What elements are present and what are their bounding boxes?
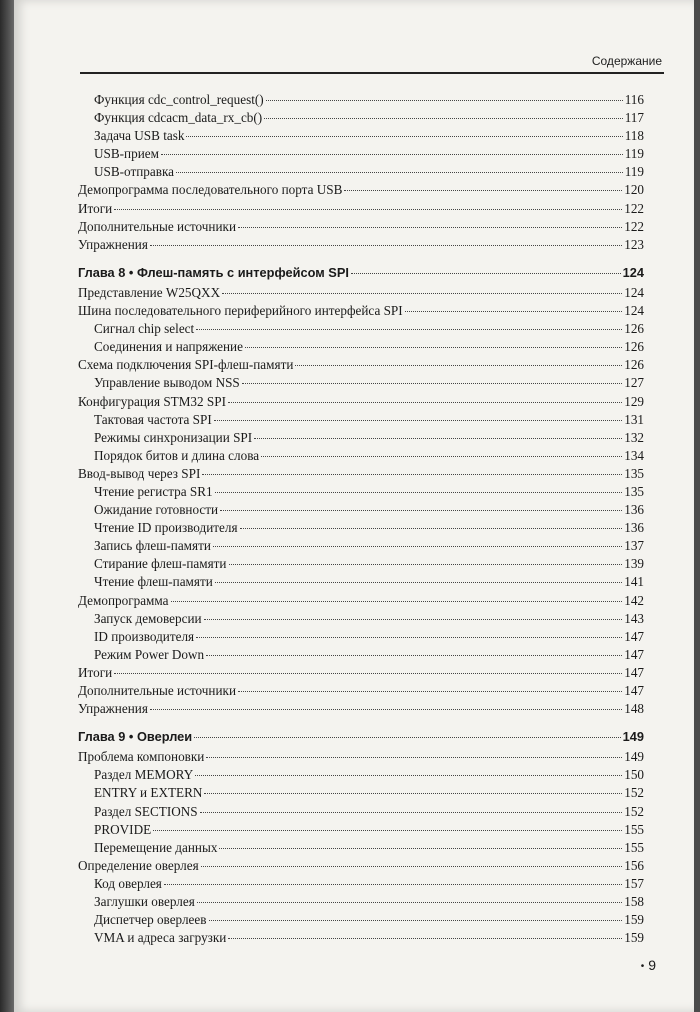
toc-leader-dots (164, 884, 622, 885)
toc-entry-title: Дополнительные источники (78, 683, 237, 698)
toc-entry-page: 155 (624, 839, 644, 855)
toc-entry-title: Ввод-вывод через SPI (78, 465, 201, 481)
toc-entry-title: Функция cdc_control_request() (94, 92, 264, 107)
toc-entry (78, 320, 644, 338)
toc-entry-page: 157 (624, 875, 644, 891)
toc-entry-title: Соединения и напряжение (94, 339, 243, 355)
toc-entry (78, 200, 644, 218)
toc-entry (78, 374, 644, 392)
table-of-contents (78, 91, 644, 947)
toc-entry (78, 646, 644, 664)
toc-leader-dots (351, 273, 621, 274)
toc-entry-title: Глава 9 • Оверлеи (78, 729, 193, 745)
toc-entry-title: Дополнительные источники (78, 218, 237, 234)
toc-entry-page: 159 (624, 930, 644, 946)
folio-bullet: • (640, 960, 645, 972)
toc-entry-page: 159 (624, 912, 644, 928)
toc-entry (78, 592, 644, 610)
toc-entry (78, 447, 644, 465)
toc-leader-dots (150, 245, 622, 246)
toc-leader-dots (209, 920, 623, 921)
toc-entry-page: 124 (624, 284, 644, 300)
running-header (80, 50, 664, 74)
toc-entry-title: Перемещение данных (94, 839, 218, 855)
toc-entry (78, 911, 644, 929)
toc-entry-page: 152 (624, 803, 644, 819)
toc-leader-dots (220, 510, 622, 511)
page-number (641, 957, 656, 973)
toc-entry-title: Определение оверлея (78, 857, 199, 873)
toc-entry-title: Схема подключения SPI-флеш-памяти (78, 357, 294, 373)
toc-leader-dots (242, 383, 622, 384)
toc-entry-page: 152 (624, 785, 644, 801)
toc-entry-title: Тактовая частота SPI (94, 411, 212, 427)
toc-entry-title: Функция cdcacm_data_rx_cb() (94, 110, 263, 126)
book-spine-shadow (0, 0, 14, 1012)
toc-entry (78, 784, 644, 802)
toc-entry-page: 141 (624, 574, 644, 590)
toc-entry-title: Стирание флеш-памяти (94, 556, 227, 572)
toc-entry-title: Запуск демоверсии (94, 610, 202, 626)
toc-entry-page: 135 (624, 465, 644, 481)
toc-leader-dots (344, 190, 622, 191)
toc-entry (78, 682, 644, 700)
toc-entry-page: 143 (624, 610, 644, 626)
toc-entry-page: 150 (624, 767, 644, 783)
toc-entry-title: Код оверлея (94, 875, 162, 891)
toc-entry (78, 610, 644, 628)
toc-entry-page: 149 (622, 729, 644, 745)
toc-entry (78, 127, 644, 145)
toc-entry-page: 147 (624, 664, 644, 680)
toc-entry-page: 134 (624, 447, 644, 463)
toc-leader-dots (195, 775, 622, 776)
toc-entry-title: Чтение регистра SR1 (94, 483, 213, 499)
toc-entry-title: Итоги (78, 664, 113, 680)
toc-entry (78, 411, 644, 429)
toc-entry-page: 118 (624, 128, 644, 144)
toc-leader-dots (114, 209, 622, 210)
toc-entry (78, 537, 644, 555)
toc-leader-dots (194, 737, 620, 738)
toc-entry (78, 356, 644, 374)
toc-leader-dots (114, 673, 622, 674)
toc-entry-title: Шина последовательного периферийного интерфейса SPI (78, 303, 403, 319)
toc-entry-title: ENTRY и EXTERN (94, 785, 203, 801)
toc-entry-title: ID производителя (94, 628, 195, 644)
toc-entry-title: VMA и адреса загрузки (94, 930, 227, 946)
toc-entry-title: Чтение флеш-памяти (94, 574, 213, 590)
toc-leader-dots (222, 293, 622, 294)
toc-entry-title: Упражнения (78, 701, 148, 717)
toc-leader-dots (214, 420, 622, 421)
toc-leader-dots (196, 637, 622, 638)
toc-entry-page: 155 (624, 821, 644, 837)
toc-leader-dots (254, 438, 622, 439)
toc-entry-page: 137 (624, 538, 644, 554)
toc-entry-page: 124 (624, 303, 644, 319)
toc-entry (78, 465, 644, 483)
toc-leader-dots (215, 492, 623, 493)
toc-leader-dots (245, 347, 622, 348)
toc-entry-title: Запись флеш-памяти (94, 538, 211, 554)
toc-entry-page: 117 (624, 110, 644, 126)
toc-leader-dots (176, 172, 623, 173)
toc-leader-dots (238, 691, 622, 692)
toc-entry-page: 156 (624, 857, 644, 873)
toc-chapter-entry (78, 264, 644, 282)
toc-entry-page: 148 (624, 701, 644, 717)
toc-entry-page: 149 (624, 749, 644, 765)
toc-leader-dots (197, 902, 622, 903)
toc-leader-dots (153, 830, 622, 831)
toc-entry (78, 338, 644, 356)
toc-entry-title: USB-прием (94, 146, 159, 162)
toc-entry-title: Упражнения (78, 236, 148, 252)
toc-entry (78, 929, 644, 947)
toc-entry-title: Глава 8 • Флеш-память с интерфейсом SPI (78, 264, 349, 280)
toc-entry (78, 284, 644, 302)
toc-entry-page: 122 (624, 200, 644, 216)
toc-entry (78, 857, 644, 875)
toc-entry-title: Демопрограмма последовательного порта USB (78, 182, 343, 198)
toc-entry-title: Режимы синхронизации SPI (94, 429, 253, 445)
header-title: Содержание (591, 54, 662, 68)
toc-entry (78, 664, 644, 682)
toc-entry-page: 139 (624, 556, 644, 572)
toc-leader-dots (228, 938, 622, 939)
toc-entry-title: PROVIDE (94, 821, 152, 837)
toc-entry (78, 501, 644, 519)
toc-leader-dots (213, 546, 622, 547)
toc-leader-dots (204, 793, 622, 794)
toc-entry (78, 393, 644, 411)
toc-leader-dots (215, 582, 622, 583)
toc-entry-title: Проблема компоновки (78, 749, 205, 765)
toc-leader-dots (206, 655, 622, 656)
toc-entry (78, 766, 644, 784)
toc-leader-dots (202, 474, 622, 475)
toc-entry-title: Чтение ID производителя (94, 520, 238, 536)
toc-entry-title: Управление выводом NSS (94, 375, 240, 391)
toc-entry-page: 119 (624, 146, 644, 162)
toc-entry (78, 700, 644, 718)
toc-entry-page: 116 (624, 92, 644, 107)
toc-entry (78, 91, 644, 109)
toc-entry-page: 126 (624, 339, 644, 355)
toc-entry (78, 429, 644, 447)
toc-entry-page: 122 (624, 218, 644, 234)
toc-entry (78, 483, 644, 501)
toc-entry (78, 821, 644, 839)
toc-entry-title: Представление W25QXX (78, 284, 221, 300)
toc-entry-page: 132 (624, 429, 644, 445)
toc-entry-title: Порядок битов и длина слова (94, 447, 260, 463)
toc-entry-title: Демопрограмма (78, 592, 169, 608)
toc-entry-page: 129 (624, 393, 644, 409)
toc-entry-title: Сигнал chip select (94, 321, 195, 337)
toc-entry-page: 142 (624, 592, 644, 608)
toc-entry-page: 158 (624, 894, 644, 910)
toc-entry-title: Диспетчер оверлеев (94, 912, 207, 928)
toc-entry-page: 123 (624, 236, 644, 252)
toc-entry-title: Раздел MEMORY (94, 767, 194, 783)
toc-entry-title: Раздел SECTIONS (94, 803, 198, 819)
toc-entry (78, 628, 644, 646)
toc-entry (78, 748, 644, 766)
toc-entry (78, 145, 644, 163)
toc-leader-dots (295, 365, 622, 366)
toc-entry-title: Заглушки оверлея (94, 894, 195, 910)
toc-leader-dots (261, 456, 622, 457)
toc-entry-page: 131 (624, 411, 644, 427)
toc-entry-page: 136 (624, 502, 644, 518)
folio-number: 9 (648, 957, 656, 973)
toc-entry-page: 147 (624, 683, 644, 698)
toc-entry-title: Режим Power Down (94, 646, 205, 662)
toc-entry (78, 839, 644, 857)
toc-entry (78, 555, 644, 573)
toc-entry-title: Итоги (78, 200, 113, 216)
toc-leader-dots (238, 227, 622, 228)
toc-entry-page: 147 (624, 628, 644, 644)
toc-entry-page: 135 (624, 483, 644, 499)
toc-leader-dots (264, 118, 623, 119)
toc-entry (78, 218, 644, 236)
toc-entry (78, 163, 644, 181)
toc-leader-dots (171, 601, 623, 602)
toc-entry (78, 181, 644, 199)
toc-entry (78, 875, 644, 893)
toc-entry (78, 109, 644, 127)
toc-entry (78, 519, 644, 537)
toc-leader-dots (196, 329, 622, 330)
toc-leader-dots (150, 709, 622, 710)
toc-entry-page: 147 (624, 646, 644, 662)
toc-leader-dots (405, 311, 623, 312)
toc-leader-dots (228, 402, 622, 403)
toc-leader-dots (200, 812, 623, 813)
toc-leader-dots (204, 619, 623, 620)
toc-entry-title: USB-отправка (94, 164, 175, 180)
toc-leader-dots (266, 100, 623, 101)
toc-entry (78, 893, 644, 911)
toc-entry-title: Задача USB task (94, 128, 185, 144)
toc-leader-dots (161, 154, 623, 155)
toc-entry-page: 124 (622, 264, 644, 280)
toc-entry-page: 136 (624, 520, 644, 536)
toc-entry-page: 127 (624, 375, 644, 391)
toc-leader-dots (240, 528, 623, 529)
toc-entry (78, 302, 644, 320)
toc-leader-dots (201, 866, 623, 867)
toc-leader-dots (186, 136, 622, 137)
toc-entry (78, 573, 644, 591)
toc-entry-page: 119 (624, 164, 644, 180)
toc-entry-title: Конфигурация STM32 SPI (78, 393, 226, 409)
toc-leader-dots (219, 848, 622, 849)
toc-leader-dots (229, 564, 623, 565)
toc-entry (78, 236, 644, 254)
toc-leader-dots (206, 757, 622, 758)
toc-entry-page: 120 (624, 182, 644, 198)
toc-entry-title: Ожидание готовности (94, 502, 219, 518)
toc-entry (78, 803, 644, 821)
toc-entry-page: 126 (624, 321, 644, 337)
toc-chapter-entry (78, 728, 644, 746)
toc-entry-page: 126 (624, 357, 644, 373)
